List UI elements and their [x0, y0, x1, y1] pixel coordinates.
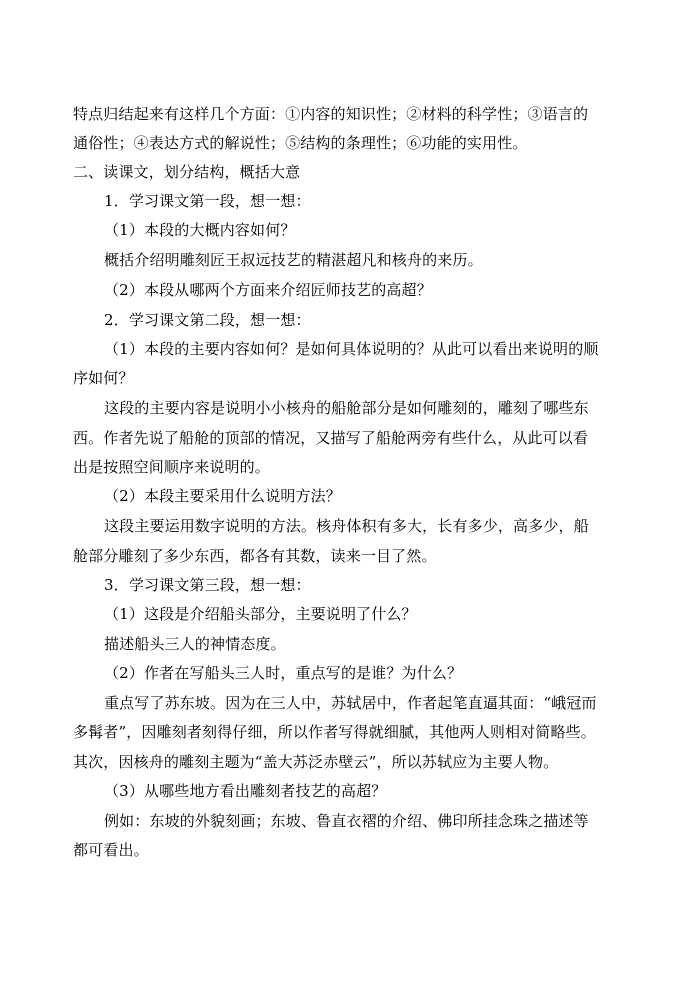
answer-line: 概括介绍明雕刻匠王叔远技艺的精湛超凡和核舟的来历。 — [104, 251, 483, 269]
answer-line: 出是按照空间顺序来说明的。 — [73, 458, 270, 476]
subsection-heading: 1．学习课文第一段，想一想： — [104, 192, 311, 210]
question-line: （1）这段是介绍船头部分，主要说明了什么？ — [104, 605, 417, 623]
answer-line: 舱部分雕刻了多少东西，都各有其数，读来一目了然。 — [73, 547, 437, 565]
answer-line: 多髯者”，因雕刻者刻得仔细，所以作者写得就细腻，其他两人则相对简略些。 — [73, 723, 596, 741]
question-line: （2）作者在写船头三人时，重点写的是谁？为什么？ — [104, 664, 463, 682]
answer-line: 例如：东坡的外貌刻画；东坡、鲁直衣褶的介绍、佛印所挂念珠之描述等 — [104, 812, 589, 830]
question-line: （1）本段的大概内容如何？ — [104, 221, 296, 239]
question-line: （1）本段的主要内容如何？是如何具体说明的？从此可以看出来说明的顺 — [104, 340, 599, 358]
question-line: 序如何？ — [73, 369, 134, 387]
answer-line: 重点写了苏东坡。因为在三人中，苏轼居中，作者起笔直逼其面：“峨冠而 — [104, 694, 597, 712]
question-line: （2）本段从哪两个方面来介绍匠师技艺的高超？ — [104, 281, 432, 299]
section-heading: 二、读课文，划分结构，概括大意 — [73, 163, 301, 181]
question-line: （2）本段主要采用什么说明方法？ — [104, 487, 341, 505]
question-line: （3）从哪些地方看出雕刻者技艺的高超？ — [104, 782, 387, 800]
answer-line: 都可看出。 — [73, 841, 149, 859]
text-line: 特点归结起来有这样几个方面：①内容的知识性；②材料的科学性；③语言的 — [73, 105, 589, 123]
answer-line: 这段的主要内容是说明小小核舟的船舱部分是如何雕刻的，雕刻了哪些东 — [104, 399, 589, 417]
subsection-heading: 3．学习课文第三段，想一想： — [104, 576, 311, 594]
subsection-heading: 2．学习课文第二段，想一想： — [104, 311, 311, 329]
text-line: 通俗性；④表达方式的解说性；⑤结构的条理性；⑥功能的实用性。 — [73, 134, 528, 152]
answer-line: 描述船头三人的神情态度。 — [104, 635, 286, 653]
answer-line: 其次，因核舟的雕刻主题为“盖大苏泛赤壁云”，所以苏轼应为主要人物。 — [73, 753, 559, 771]
answer-line: 这段主要运用数字说明的方法。核舟体积有多大，长有多少，高多少，船 — [104, 517, 589, 535]
answer-line: 西。作者先说了船舱的顶部的情况，又描写了船舱两旁有些什么，从此可以看 — [73, 429, 589, 447]
